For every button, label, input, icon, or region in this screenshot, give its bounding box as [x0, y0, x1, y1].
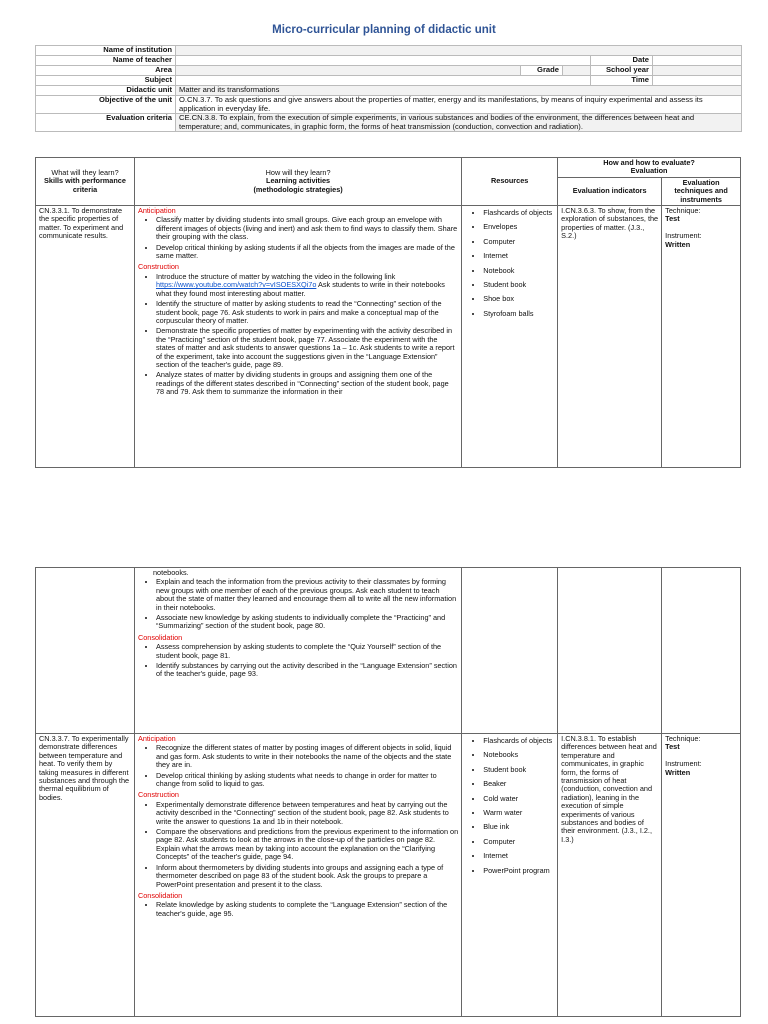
- planning-table-page-1: [35, 157, 741, 468]
- list-item: • Computer: [483, 838, 554, 846]
- activities-cell: [134, 734, 461, 1017]
- list-item: • Student book: [483, 281, 554, 289]
- institution-value[interactable]: [176, 46, 742, 56]
- techniques-header: [662, 177, 741, 205]
- planning-header-row: [36, 158, 741, 178]
- list-item: • Internet: [483, 852, 554, 860]
- skill-cell: CN.3.3.7. To experimentally demonstrate differences between temperature and heat. To verify them by taking measures in different substances and through the thermal equilibrium of bodies.: [36, 734, 135, 1017]
- evaluate-bold: Evaluation: [630, 166, 668, 176]
- list-item: • Demonstrate the specific properties of matter by experimenting with the activity described in the “Practicing” section of the student book, page 77. Associate the experiment with the states of matter and ask students to answer questions 1a – 1c. Ask students to write a report of the experiment, take into account the suggestions given in the “Language Extension” section of the teacher's guide, page 89.: [156, 327, 458, 369]
- list-item: • Experimentally demonstrate difference between temperatures and heat by carrying out the activity described in the “Connecting” section of the student book, page 82. Ask students to write the answer to questions 1a and 1b in their notebook.: [156, 801, 458, 826]
- date-label: Date: [591, 56, 653, 66]
- subject-row: [36, 76, 742, 86]
- table-row: [36, 206, 741, 468]
- list-item: • Explain and teach the information from the previous activity to their classmates by forming new groups with one member of each of the previous groups. Ask each student to teach about the state of matter they learned and encourage them all to write all the new information in their notebooks.: [156, 578, 458, 612]
- date-value[interactable]: [653, 56, 742, 66]
- teacher-value[interactable]: [176, 56, 591, 66]
- how-bold-2: (methodologic strategies): [253, 184, 343, 194]
- time-label: Time: [591, 76, 653, 86]
- list-item: • Notebook: [483, 267, 554, 275]
- evaluate-header: [558, 158, 741, 178]
- instrument-value: Written: [665, 767, 691, 777]
- resources-list: [465, 737, 554, 875]
- list-item: • Blue ink: [483, 823, 554, 831]
- unit-label: Didactic unit: [36, 86, 176, 96]
- techniques-cell: [662, 568, 741, 734]
- consolidation-heading: Consolidation: [137, 890, 183, 900]
- school-year-label: School year: [591, 66, 653, 76]
- technique-label: Technique:: [665, 206, 701, 216]
- list-item: • Associate new knowledge by asking students to individually complete the “Practicing” and “Summarizing” section of the student book, page 80.: [156, 614, 458, 631]
- consolidation-list: [138, 643, 458, 679]
- anticipation-list: [138, 744, 458, 788]
- learn-header: [36, 158, 135, 206]
- techniques-cell: [662, 734, 741, 1017]
- resources-header: [462, 158, 558, 206]
- how-question: How will they learn?: [265, 167, 331, 177]
- list-item: • Cold water: [483, 795, 554, 803]
- list-item: • Student book: [483, 766, 554, 774]
- list-item: • Identify substances by carrying out the activity described in the “Language Extension” section of the teacher's guide, page 93.: [156, 662, 458, 679]
- list-item: • Beaker: [483, 780, 554, 788]
- anticipation-list: [138, 216, 458, 260]
- criteria-row: [36, 114, 742, 132]
- technique-value: Test: [665, 742, 680, 752]
- list-item: [156, 273, 458, 298]
- list-item: • Shoe box: [483, 295, 554, 303]
- institution-label: Name of institution: [36, 46, 176, 56]
- video-intro-text: Introduce the structure of matter by watching the video in the following link: [155, 271, 396, 281]
- list-item: • Styrofoam balls: [483, 310, 554, 318]
- list-item: • Analyze states of matter by dividing students in groups and assigning them one of the readings of the different states described in “Connecting” section of the student book, page 78 and 79. Ask them to summarize the information in their: [156, 371, 458, 396]
- learn-question: What will they learn?: [51, 167, 119, 177]
- grade-value[interactable]: [563, 66, 591, 76]
- criteria-value: CE.CN.3.8. To explain, from the execution of simple experiments, in various substances and bodies of the environment, the differences between heat and temperature; and, communicates, in graphic form, the forms of heat transmission (conduction, convection and radiation).: [176, 114, 742, 132]
- list-item: • Develop critical thinking by asking students what needs to change in order for matter to change from solid to liquid to gas.: [156, 772, 458, 789]
- table-row: [36, 568, 741, 734]
- learn-bold: Skills with performance criteria: [44, 176, 126, 194]
- instrument-label: Instrument:: [665, 759, 702, 769]
- list-item: • Compare the observations and predictions from the previous experiment to the information on page 82. Ask students to look at the arrows in the close-up of the particles on page 82. Explain what the arrows mean by taking into account the explanation on the “Clarifying Concepts” of the teacher's guide, page 94.: [156, 828, 458, 862]
- video-link[interactable]: https://www.youtube.com/watch?v=vISOESXQi7o: [155, 280, 317, 290]
- construction-list: [138, 273, 458, 397]
- list-item: • Assess comprehension by asking students to complete the “Quiz Yourself” section of the student book, page 81.: [156, 643, 458, 660]
- activities-cell: [134, 206, 461, 468]
- techniques-cell: [662, 206, 741, 468]
- resources-cell: [462, 568, 558, 734]
- list-item: • Computer: [483, 238, 554, 246]
- list-item: • Recognize the different states of matter by posting images of different objects in solid, liquid and gas form. Ask students to write in their notebooks the name of the objects and the state they are in.: [156, 744, 458, 769]
- resources-cell: [462, 734, 558, 1017]
- indicators-header: [558, 177, 662, 205]
- objective-row: [36, 96, 742, 114]
- unit-row: [36, 86, 742, 96]
- grade-label: Grade: [521, 66, 563, 76]
- criteria-label: Evaluation criteria: [36, 114, 176, 132]
- list-item: • Classify matter by dividing students into small groups. Give each group an envelope with different images of objects (living and inert) and ask them to find ways to classify them. Share their grouping with the class.: [156, 216, 458, 241]
- unit-value: Matter and its transformations: [176, 86, 742, 96]
- indicator-cell: I.CN.3.6.3. To show, from the exploration of substances, the properties of matter. (J.3., S.2.): [558, 206, 662, 468]
- indicator-cell: I.CN.3.8.1. To establish differences between heat and temperature and communicates, in graphic form, the forms of transmission of heat (conduction, convection and radiation), leaning in the execution of simple experiments of various substances and bodies of their environment. (J.3., I.2., I.3.): [558, 734, 662, 1017]
- video-after-text: Ask students to write in their notebooks what they found most interesting about matter.: [155, 280, 445, 298]
- objective-label: Objective of the unit: [36, 96, 176, 114]
- area-value[interactable]: [176, 66, 521, 76]
- technique-label: Technique:: [665, 734, 701, 743]
- list-item: • Inform about thermometers by dividing students into groups and assigning each a type of thermometer described on page 83 of the student book. Ask the groups to prepare a PowerPoint presentation and present it to the class.: [156, 864, 458, 889]
- evaluate-question: How and how to evaluate?: [603, 158, 695, 167]
- activities-cell: [134, 568, 461, 734]
- indicators-header-label: Evaluation indicators: [572, 186, 647, 196]
- construction-list: [138, 578, 458, 630]
- list-item: • Relate knowledge by asking students to complete the “Language Extension” section of the teacher's guide, age 95.: [156, 901, 458, 918]
- time-value[interactable]: [653, 76, 742, 86]
- anticipation-heading: Anticipation: [137, 734, 176, 743]
- continuation-text: notebooks.: [152, 568, 189, 577]
- list-item: • Notebooks: [483, 751, 554, 759]
- construction-list: [138, 801, 458, 889]
- school-year-value[interactable]: [653, 66, 742, 76]
- instrument-label: Instrument:: [665, 231, 702, 241]
- construction-heading: Construction: [137, 262, 179, 272]
- teacher-label: Name of teacher: [36, 56, 176, 66]
- objective-value: O.CN.3.7. To ask questions and give answers about the properties of matter, energy and its manifestations, by means of inquiry experimental and assess its application in everyday life.: [176, 96, 742, 114]
- techniques-header-label: Evaluation techniques and instruments: [674, 177, 728, 204]
- list-item: • Flashcards of objects: [483, 209, 554, 217]
- planning-table-page-2: [35, 567, 741, 1017]
- list-item: • Envelopes: [483, 223, 554, 231]
- unit-info-table: [35, 45, 742, 132]
- consolidation-heading: Consolidation: [137, 632, 183, 642]
- teacher-row: [36, 56, 742, 66]
- list-item: • Flashcards of objects: [483, 737, 554, 745]
- skill-cell: CN.3.3.1. To demonstrate the specific properties of matter. To experiment and communicate results.: [36, 206, 135, 468]
- table-row: [36, 734, 741, 1017]
- how-bold-1: Learning activities: [266, 176, 331, 186]
- subject-value[interactable]: [176, 76, 591, 86]
- document-title: Micro-curricular planning of didactic unit: [272, 24, 496, 36]
- consolidation-list: [138, 901, 458, 918]
- resources-header-label: Resources: [491, 176, 529, 186]
- how-header: [134, 158, 461, 206]
- institution-row: [36, 46, 742, 56]
- anticipation-heading: Anticipation: [137, 206, 176, 216]
- list-item: • Develop critical thinking by asking students if all the objects from the images are made of the same matter.: [156, 244, 458, 261]
- skill-cell: [36, 568, 135, 734]
- instrument-value: Written: [665, 239, 691, 249]
- indicator-cell: [558, 568, 662, 734]
- resources-list: [465, 209, 554, 318]
- construction-heading: Construction: [137, 790, 179, 800]
- technique-value: Test: [665, 214, 680, 224]
- area-label: Area: [36, 66, 176, 76]
- subject-label: Subject: [36, 76, 176, 86]
- area-row: [36, 66, 742, 76]
- list-item: • Internet: [483, 252, 554, 260]
- list-item: • Identify the structure of matter by asking students to read the “Connecting” section of the student book, page 76. Ask students to work in pairs and make a conceptual map of the corpuscular theory of matter.: [156, 300, 458, 325]
- list-item: • Warm water: [483, 809, 554, 817]
- resources-cell: [462, 206, 558, 468]
- list-item: • PowerPoint program: [483, 867, 554, 875]
